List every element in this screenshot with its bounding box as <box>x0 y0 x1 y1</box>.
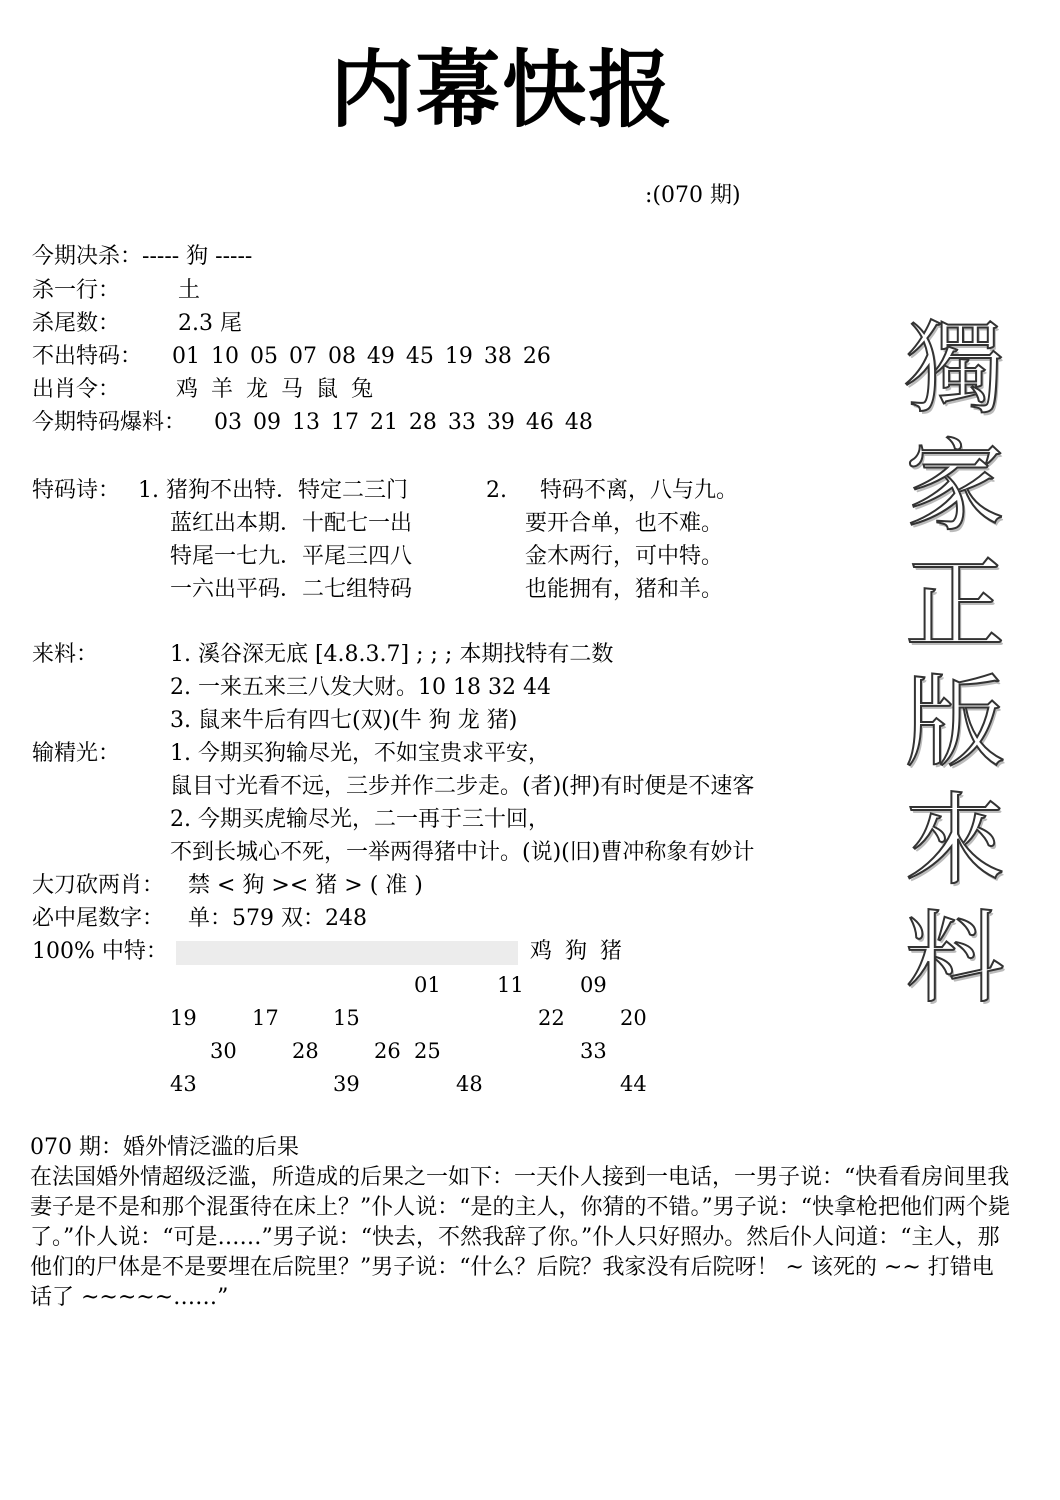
zodiac-order-value: 鸡 羊 龙 马 鼠 兔 <box>176 377 373 402</box>
kill-element-value: 土 <box>178 278 201 303</box>
poem-line-1: 1. 猪狗不出特．特定二三门 <box>138 478 408 503</box>
source-label: 来料： <box>32 642 99 667</box>
lose-line-3: 2. 今期买虎输尽光，二一再于三十回， <box>170 807 550 832</box>
page-title: 内幕快报 <box>330 40 675 139</box>
grid-number: 17 <box>252 1006 279 1030</box>
hundred-label: 100% 中特： <box>32 939 168 964</box>
big-knife-label: 大刀砍两肖： <box>32 873 165 898</box>
grid-number: 26 <box>374 1039 401 1063</box>
kill-row <box>32 242 252 272</box>
kill-tail-value: 2.3 尾 <box>178 311 242 336</box>
grid-number: 25 <box>414 1039 441 1063</box>
poem-label: 特码诗： <box>32 478 121 503</box>
grid-number: 22 <box>538 1006 565 1030</box>
kill-value: ----- 狗 ----- <box>142 244 253 269</box>
kill-tail-label: 杀尾数： <box>32 311 121 336</box>
smudged-text-area <box>176 941 518 965</box>
grid-number: 44 <box>620 1072 647 1096</box>
grid-number: 01 <box>414 973 441 997</box>
kill-element-label: 杀一行： <box>32 278 121 303</box>
story-body: 在法国婚外情超级泛滥，所造成的后果之一如下：一天仆人接到一电话，一男子说：“快看看房间里我妻子是不是和那个混蛋待在床上？”仆人说：“是的主人，你猜的不错。”男子说：“快拿枪把他们两个毙了。”仆人说：“可是……”男子说：“快去，不然我辞了你。”仆人只好照办。然后仆人问道：“主人，那他们的尸体是不是要埋在后院里？”男子说：“什么？后院？我家没有后院呀！ ~ 该死的 ~~ 打错电话了 ~~~~~……” <box>30 1165 1010 1310</box>
grid-number: 15 <box>333 1006 360 1030</box>
kill-label: 今期决杀： <box>32 244 143 269</box>
grid-number: 43 <box>170 1072 197 1096</box>
hundred-value: 鸡 狗 猪 <box>530 939 622 964</box>
poem-col2-number: 2. <box>486 478 507 503</box>
lose-line-2: 鼠目寸光看不远，三步并作二步走。(者)(押)有时便是不速客 <box>170 774 755 799</box>
poem-col2-line-1: 特码不离，八与九。 <box>540 478 739 503</box>
poem-col2-line-3: 金木两行，可中特。 <box>525 544 724 569</box>
no-special-value: 01 10 05 07 08 49 45 19 38 26 <box>172 344 551 369</box>
side-char: 料 <box>905 900 1005 1017</box>
source-line-3: 3. 鼠来牛后有四七(双)(牛 狗 龙 猪) <box>170 708 518 733</box>
story-title: 070 期：婚外情泛滥的后果 <box>30 1135 299 1160</box>
grid-number: 33 <box>580 1039 607 1063</box>
lose-line-1: 1. 今期买狗输尽光，不如宝贵求平安， <box>170 741 550 766</box>
side-char: 版 <box>905 664 1005 781</box>
lose-label: 输精光： <box>32 741 121 766</box>
grid-number: 39 <box>333 1072 360 1096</box>
poem-line-2: 蓝红出本期．十配七一出 <box>170 511 413 536</box>
grid-number: 30 <box>210 1039 237 1063</box>
tail-numbers-value: 单：579 双：248 <box>188 906 367 931</box>
grid-number: 11 <box>497 973 524 997</box>
kill-element-row <box>32 276 120 306</box>
grid-number: 28 <box>292 1039 319 1063</box>
side-char: 獨 <box>905 310 1005 427</box>
poem-line-4: 一六出平码．二七组特码 <box>170 577 413 602</box>
side-char: 家 <box>905 428 1005 545</box>
zodiac-order-label: 出肖令： <box>32 377 121 402</box>
grid-number: 20 <box>620 1006 647 1030</box>
special-tips-label: 今期特码爆料： <box>32 410 187 435</box>
source-line-2: 2. 一来五来三八发大财。10 18 32 44 <box>170 675 551 700</box>
no-special-label: 不出特码： <box>32 344 143 369</box>
poem-col2-line-2: 要开合单，也不难。 <box>525 511 724 536</box>
special-tips-value: 03 09 13 17 21 28 33 39 46 48 <box>214 410 593 435</box>
lose-line-4: 不到长城心不死，一举两得猪中计。(说)(旧)曹冲称象有妙计 <box>170 840 755 865</box>
side-char: 來 <box>905 782 1005 899</box>
side-banner <box>890 310 1020 1018</box>
grid-number: 09 <box>580 973 607 997</box>
big-knife-value: 禁 < 狗 >< 猪 > ( 准 ) <box>188 873 423 898</box>
poem-line-3: 特尾一七九．平尾三四八 <box>170 544 413 569</box>
side-char: 正 <box>905 546 1005 663</box>
poem-col2-line-4: 也能拥有，猪和羊。 <box>525 577 724 602</box>
source-line-1: 1. 溪谷深无底 [4.8.3.7] ; ; ; 本期找特有二数 <box>170 642 614 667</box>
issue-number: :(070 期) <box>645 183 741 208</box>
tail-numbers-label: 必中尾数字： <box>32 906 165 931</box>
grid-number: 48 <box>456 1072 483 1096</box>
grid-number: 19 <box>170 1006 197 1030</box>
